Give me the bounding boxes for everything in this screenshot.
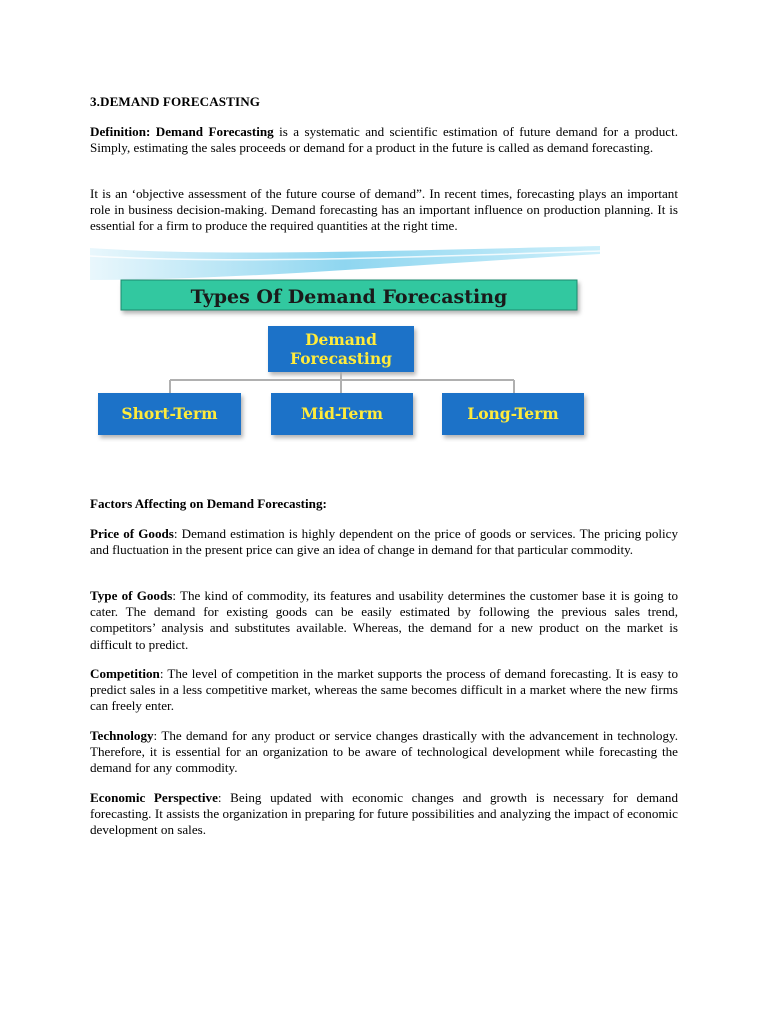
root-node-line-1: Demand	[305, 330, 377, 349]
factor-label: Price of Goods	[90, 526, 174, 541]
connector-lines	[170, 372, 514, 394]
factor-text: : Demand estimation is highly dependent on the price of goods or services. The pricing policy and fluctuation in the present price can give an idea of change in demand for that particular commodity.	[90, 526, 679, 558]
decorative-wave	[90, 246, 600, 280]
factor-label: Technology	[90, 728, 154, 743]
root-node-line-2: Forecasting	[290, 349, 392, 368]
factors-heading	[90, 496, 678, 512]
factor-text: : The kind of commodity, its features and usability determines the customer base it is going to cater. The demand for existing goods can be easily estimated by following the previous sales trend, competitors’ analysis and substitutes available. Whereas, the demand for a new product on the market is difficult to predict.	[90, 588, 679, 652]
definition-paragraph	[90, 124, 678, 156]
intro-paragraph: It is an ‘objective assessment of the future course of demand”. In recent times, forecasting plays an important role in business decision-making. Demand forecasting has an important influence on production planning. It is essential for a firm to produce the required quantities at the right time.	[90, 186, 678, 234]
child-node-short-term: Short-Term	[121, 404, 218, 423]
definition-label: Definition: Demand Forecasting	[90, 124, 274, 139]
child-node-long-term: Long-Term	[467, 404, 559, 423]
factor-text: : The level of competition in the market supports the process of demand forecasting. It is easy to predict sales in a less competitive market, whereas the same becomes difficult in a market where the new firms can freely enter.	[90, 666, 678, 714]
section-heading: 3.DEMAND FORECASTING	[90, 94, 261, 109]
factor-label: Type of Goods	[90, 588, 173, 603]
factor-competition	[90, 666, 678, 715]
factor-technology	[90, 728, 678, 777]
factor-economic-perspective	[90, 790, 678, 839]
diagram-title: Types Of Demand Forecasting	[190, 286, 508, 308]
demand-forecasting-diagram	[90, 242, 600, 442]
child-node-mid-term: Mid-Term	[301, 404, 383, 423]
factors-heading-text: Factors Affecting on Demand Forecasting:	[90, 496, 327, 511]
factor-text: : Being updated with economic changes and growth is necessary for demand forecasting. It assists the organization in preparing for future possibilities and analyzing the impact of economic development on sales.	[90, 790, 679, 838]
factor-text: : The demand for any product or service changes drastically with the advancement in technology. Therefore, it is essential for an organization to be aware of technological development while forecasting the demand for any commodity.	[90, 728, 678, 776]
factor-price-of-goods	[90, 526, 678, 558]
factor-label: Economic Perspective	[90, 790, 218, 805]
factor-label: Competition	[90, 666, 160, 681]
diagram-svg	[90, 242, 600, 442]
definition-text: is a systematic and scientific estimation of future demand for a product. Simply, estimating the sales proceeds or demand for a product in the future is called as demand forecasting.	[90, 124, 678, 156]
factor-type-of-goods	[90, 588, 678, 653]
